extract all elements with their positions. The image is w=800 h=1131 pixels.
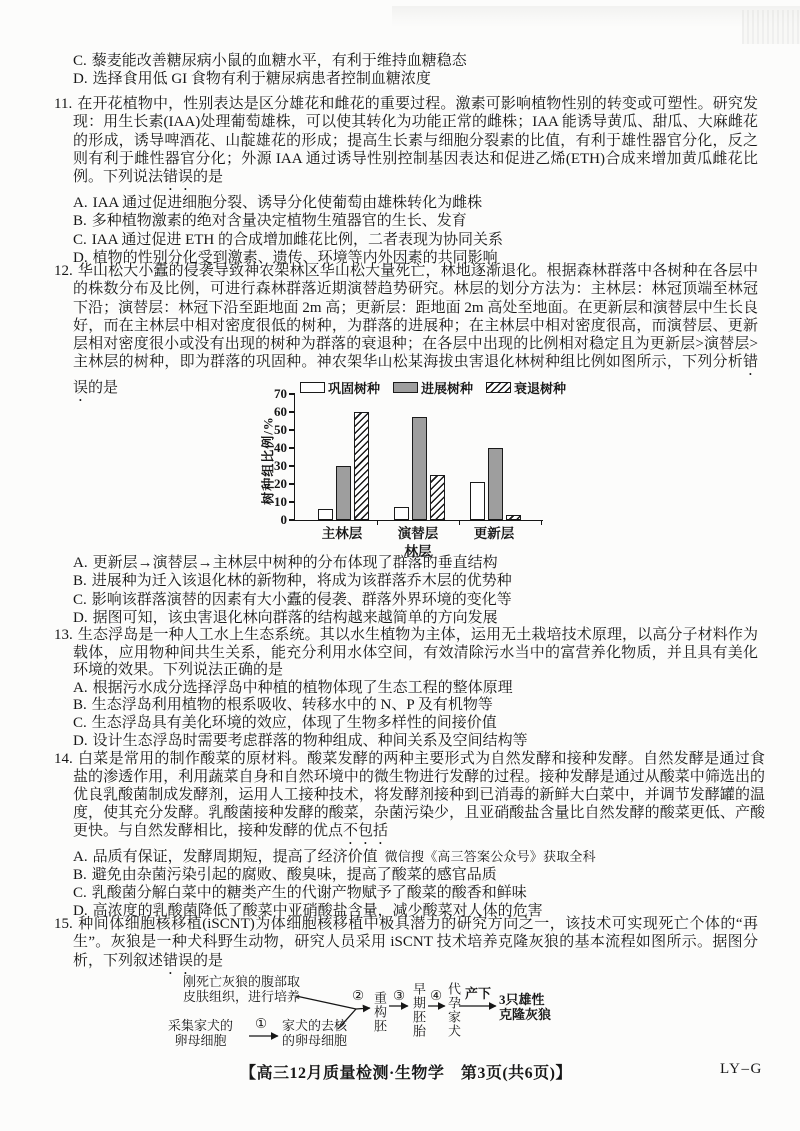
node-text: 3只雄性 [499, 992, 545, 1007]
step-4-label: ④ [430, 988, 443, 1004]
stem-text: 华山松大小蠹的侵袭导致神农架林区华山松大量死亡，林地逐渐退化。根据森林群落中各树种在各层中的株数分布及比例，可进行森林群落近期演替趋势研究。林层的划分方法为：主林层：林冠顶端至林冠下沿；演替层：林冠下沿至距地面 2m 高；更新层：距地面 2m 高处至地面。在更新层和演替层中生长良好，而在主林层中相对密度很低的树种，为群落的进展种；在主林层中相对密度很高，而演替层、更新层相对密度很小或没有出现的树种为群落的衰退种；在各层中出现的比例相对稳定且为更新层>演替层>主林层的树种，即为群落的巩固种。神农架华山松某海拔虫害退化林树种组比例如图所示，下列分析 [73, 263, 758, 371]
y-axis-label: 树种组比例/% [260, 416, 276, 505]
question-14 [54, 750, 765, 920]
y-tick-mark [289, 393, 295, 394]
option-text: IAA 通过促进 ETH 的合成增加雌花比例，二者表现为协同关系 [91, 231, 504, 248]
question-10-trailing-options [73, 52, 758, 89]
question-11 [54, 95, 758, 267]
option-label: A. [73, 555, 88, 571]
option-label: B. [73, 697, 87, 714]
scan-artifact [742, 10, 800, 44]
question-13 [54, 627, 758, 750]
y-tick-mark [289, 483, 295, 484]
y-tick-label: 70 [274, 386, 287, 401]
bar-group [318, 412, 369, 520]
option-label: C. [73, 231, 87, 248]
bar [488, 448, 503, 520]
step-3-label: ③ [393, 988, 406, 1004]
option-text: 设计生态浮岛时需要考虑群落的物种组成、种间关系及空间结构等 [92, 732, 528, 749]
x-category-label: 更新层 [473, 526, 515, 541]
y-tick-label: 0 [280, 512, 287, 527]
question-number: 12. [54, 263, 73, 279]
q11-option-a [73, 194, 758, 212]
x-category-labels [294, 522, 542, 542]
node-surrogate-dog: 代孕家犬 [446, 982, 461, 1038]
option-text: 避免由杂菌污染引起的腐败、酸臭味，提高了酸菜的感官品质 [91, 867, 497, 883]
legend-swatch-icon [393, 382, 418, 393]
q10-option-c [73, 52, 758, 70]
option-text: 品质有保证，发酵周期短，提高了经济价值 [92, 849, 378, 865]
bar [394, 507, 409, 520]
q12-option-c [73, 591, 758, 609]
question-number: 15. [54, 916, 73, 932]
option-text: IAA 通过促进细胞分裂、诱导分化使葡萄由雄株转化为雌株 [92, 195, 483, 212]
x-category-label: 主林层 [321, 526, 363, 541]
question-number: 13. [54, 627, 73, 643]
q13-option-d [73, 733, 758, 751]
y-tick-mark [289, 501, 295, 502]
node-text: 卵母细胞 [174, 1032, 227, 1048]
y-tick-label: 40 [274, 440, 287, 455]
option-text: 高浓度的乳酸菌降低了酸菜中亚硝酸盐含量，减少酸菜对人体的危害 [92, 903, 543, 919]
stem-emphasis: 错误 [73, 354, 758, 397]
stem-tail: 的是 [193, 169, 224, 186]
scan-artifact [392, 6, 800, 28]
q12-option-a [73, 554, 758, 572]
question-12-options [73, 554, 758, 627]
y-tick-label: 10 [274, 494, 287, 509]
step-2-label: ② [352, 988, 365, 1004]
option-text: 进展种为迁入该退化林的新物种，将成为该群落乔木层的优势种 [91, 573, 512, 590]
y-tick-label: 20 [274, 476, 287, 491]
option-text: 生态浮岛利用植物的根系吸收、转移水中的 N、P 及有机物等 [91, 697, 493, 714]
q12-option-d [73, 609, 758, 627]
option-text: 生态浮岛具有美化环境的效应，体现了生物多样性的间接价值 [91, 714, 497, 731]
q14-option-b [73, 866, 765, 884]
bar [354, 412, 369, 520]
option-label: A. [73, 195, 88, 212]
bar [336, 466, 351, 520]
node-text: 刚死亡灰狼的腹部取 [183, 974, 301, 989]
option-text: 根据污水成分选择浮岛中种植的植物体现了生态工程的整体原理 [92, 679, 513, 696]
page-footer: 【高三12月质量检测·生物学 第3页(共6页)】 [240, 1065, 572, 1082]
option-label: C. [73, 714, 87, 731]
cloning-flow-diagram [0, 970, 800, 1070]
y-tick-mark [289, 465, 295, 466]
q13-option-c [73, 715, 758, 733]
step-1-label: ① [255, 1016, 268, 1032]
y-tick-label: 60 [274, 404, 287, 419]
option-text: 更新层→演替层→主林层中树种的分布体现了群落的垂直结构 [92, 555, 498, 571]
stem-emphasis: 错误 [163, 952, 194, 969]
stem-emphasis: 不包括 [343, 823, 389, 839]
stem-tail: 的是 [88, 380, 119, 397]
y-tick-mark [289, 447, 295, 448]
option-label: D. [73, 732, 88, 749]
option-label: B. [73, 867, 87, 883]
question-15-stem [54, 915, 758, 978]
q11-option-b [73, 212, 758, 230]
legend-swatch-icon [300, 382, 325, 393]
option-label: D. [73, 250, 88, 267]
option-label: C. [73, 53, 87, 69]
bar-chart [244, 378, 574, 564]
bar-group [470, 448, 521, 520]
option-text: 乳酸菌分解白菜中的糖类产生的代谢产物赋予了酸菜的酸香和鲜味 [91, 885, 527, 901]
node-text: 家犬的去核 [282, 1018, 348, 1033]
y-tick-mark [289, 429, 295, 430]
option-label: D. [73, 903, 88, 919]
node-text: 克隆灰狼 [499, 1007, 552, 1022]
chart-bars [295, 394, 543, 520]
option-label: D. [73, 71, 88, 88]
bar [318, 509, 333, 520]
question-11-stem [54, 95, 758, 194]
bar [506, 515, 521, 520]
legend-label: 巩固树种 [328, 381, 381, 396]
option-text: 多种植物激素的绝对含量决定植物生殖器官的生长、发育 [91, 213, 467, 230]
q12-option-b [73, 572, 758, 590]
bar [470, 482, 485, 520]
paper-code: LY–G [720, 1061, 763, 1077]
birth-label: 产下 [465, 986, 492, 1001]
stem-text: 种间体细胞核移植(iSCNT)为体细胞核移植中极具潜力的研究方向之一，该技术可实现死亡个体的“再生”。灰狼是一种犬科野生动物，研究人员采用 iSCNT 技术培养克隆灰狼的基本流程如图所示。据图分析，下列叙述 [73, 916, 758, 969]
stem-text: 在开花植物中，性别表达是区分雄花和雌花的重要过程。激素可影响植物性别的转变或可塑性。研究发现：用生长素(IAA)处理葡萄雄株，可以使其转化为功能正常的雌株；IAA 能诱导黄瓜、甜瓜、大麻雌花的形成，诱导啤酒花、山靛雄花的形成；提高生长素与细胞分裂素的比值，有利于雄性器官分化，反之则有利于雌性器官分化；外源 IAA 通过诱导性别控制基因表达和促进乙烯(ETH)合成来增加黄瓜雌花比例。下列说法 [73, 96, 758, 186]
q13-option-a [73, 680, 758, 698]
y-tick-mark [289, 411, 295, 412]
legend-label: 进展树种 [421, 381, 474, 396]
node-text: 皮肤组织，进行培养 [183, 988, 301, 1004]
option-text: 藜麦能改善糖尿病小鼠的血糖水平，有利于维持血糖稳态 [91, 53, 467, 69]
bar [412, 417, 427, 520]
option-text: 选择食用低 GI 食物有利于糖尿病患者控制血糖浓度 [92, 71, 431, 88]
question-number: 14. [54, 751, 73, 767]
option-label: A. [73, 849, 88, 865]
option-label: D. [73, 609, 88, 626]
question-13-stem [54, 627, 758, 680]
option-text: 植物的性别分化受到激素、遗传、环境等内外因素的共同影响 [92, 250, 498, 267]
legend-label: 衰退树种 [514, 381, 567, 396]
q14-option-c [73, 884, 765, 902]
node-text: 的卵母细胞 [282, 1032, 348, 1048]
node-text: 采集家犬的 [168, 1018, 234, 1033]
stem-text: 白菜是常用的制作酸菜的原材料。酸菜发酵的两种主要形式为自然发酵和接种发酵。自然发酵是通过食盐的渗透作用，利用蔬菜自身和自然环境中的微生物进行发酵的过程。接种发酵是通过从酸菜中筛选出的优良乳酸菌制成发酵剂，运用人工接种技术，将发酵剂接种到已消毒的新鲜大白菜中，并调节发酵罐的温度，使其充分发酵。乳酸菌接种发酵的酸菜，杂菌污染少，且亚硝酸盐含量比自然发酵的酸菜更低、产酸更快。与自然发酵相比，接种发酵的优点 [73, 751, 765, 839]
q11-option-c [73, 231, 758, 249]
flow-arrows [0, 970, 800, 1070]
q13-option-b [73, 697, 758, 715]
stem-text: 生态浮岛是一种人工水上生态系统。其以水生植物为主体，运用无土栽培技术原理，以高分子材料作为载体，应用物种间共生关系，能充分利用水体空间，有效清除污水当中的富营养化物质，并且具有美化环境的效果。下列说法正确的是 [73, 627, 758, 679]
bar-group [394, 417, 445, 520]
bar [430, 475, 445, 520]
option-text: 据图可知，该虫害退化林向群落的结构越来越简单的方向发展 [92, 609, 498, 626]
node-wolf-tissue [183, 975, 300, 1004]
option-text: 影响该群落演替的因素有大小蠹的侵袭、群落外界环境的变化等 [91, 591, 512, 608]
legend-swatch-icon [486, 382, 511, 393]
q10-option-d [73, 70, 758, 88]
q14-option-a [73, 848, 765, 866]
option-label: C. [73, 885, 87, 901]
option-label: B. [73, 213, 87, 230]
question-15 [54, 915, 758, 978]
node-collect-oocyte [168, 1019, 233, 1048]
y-tick-label: 50 [274, 422, 287, 437]
option-label: B. [73, 573, 87, 590]
watermark-ad-text: 微信搜《高三答案公众号》获取全科 [384, 849, 596, 864]
node-reconstructed-embryo: 重构胚 [372, 991, 387, 1033]
option-label: A. [73, 679, 88, 696]
option-label: C. [73, 591, 87, 608]
stem-tail: 的是 [193, 952, 224, 969]
y-tick-mark [289, 519, 295, 520]
x-axis-label: 林层 [404, 544, 432, 559]
stem-emphasis: 错误 [163, 169, 194, 186]
question-14-stem [54, 750, 765, 848]
node-cloned-wolves [499, 992, 551, 1022]
node-early-embryo: 早期胚胎 [411, 982, 426, 1038]
x-category-label: 演替层 [397, 526, 439, 541]
y-tick-label: 30 [274, 458, 287, 473]
question-number: 11. [54, 96, 73, 112]
node-enucleated-oocyte [282, 1019, 347, 1048]
